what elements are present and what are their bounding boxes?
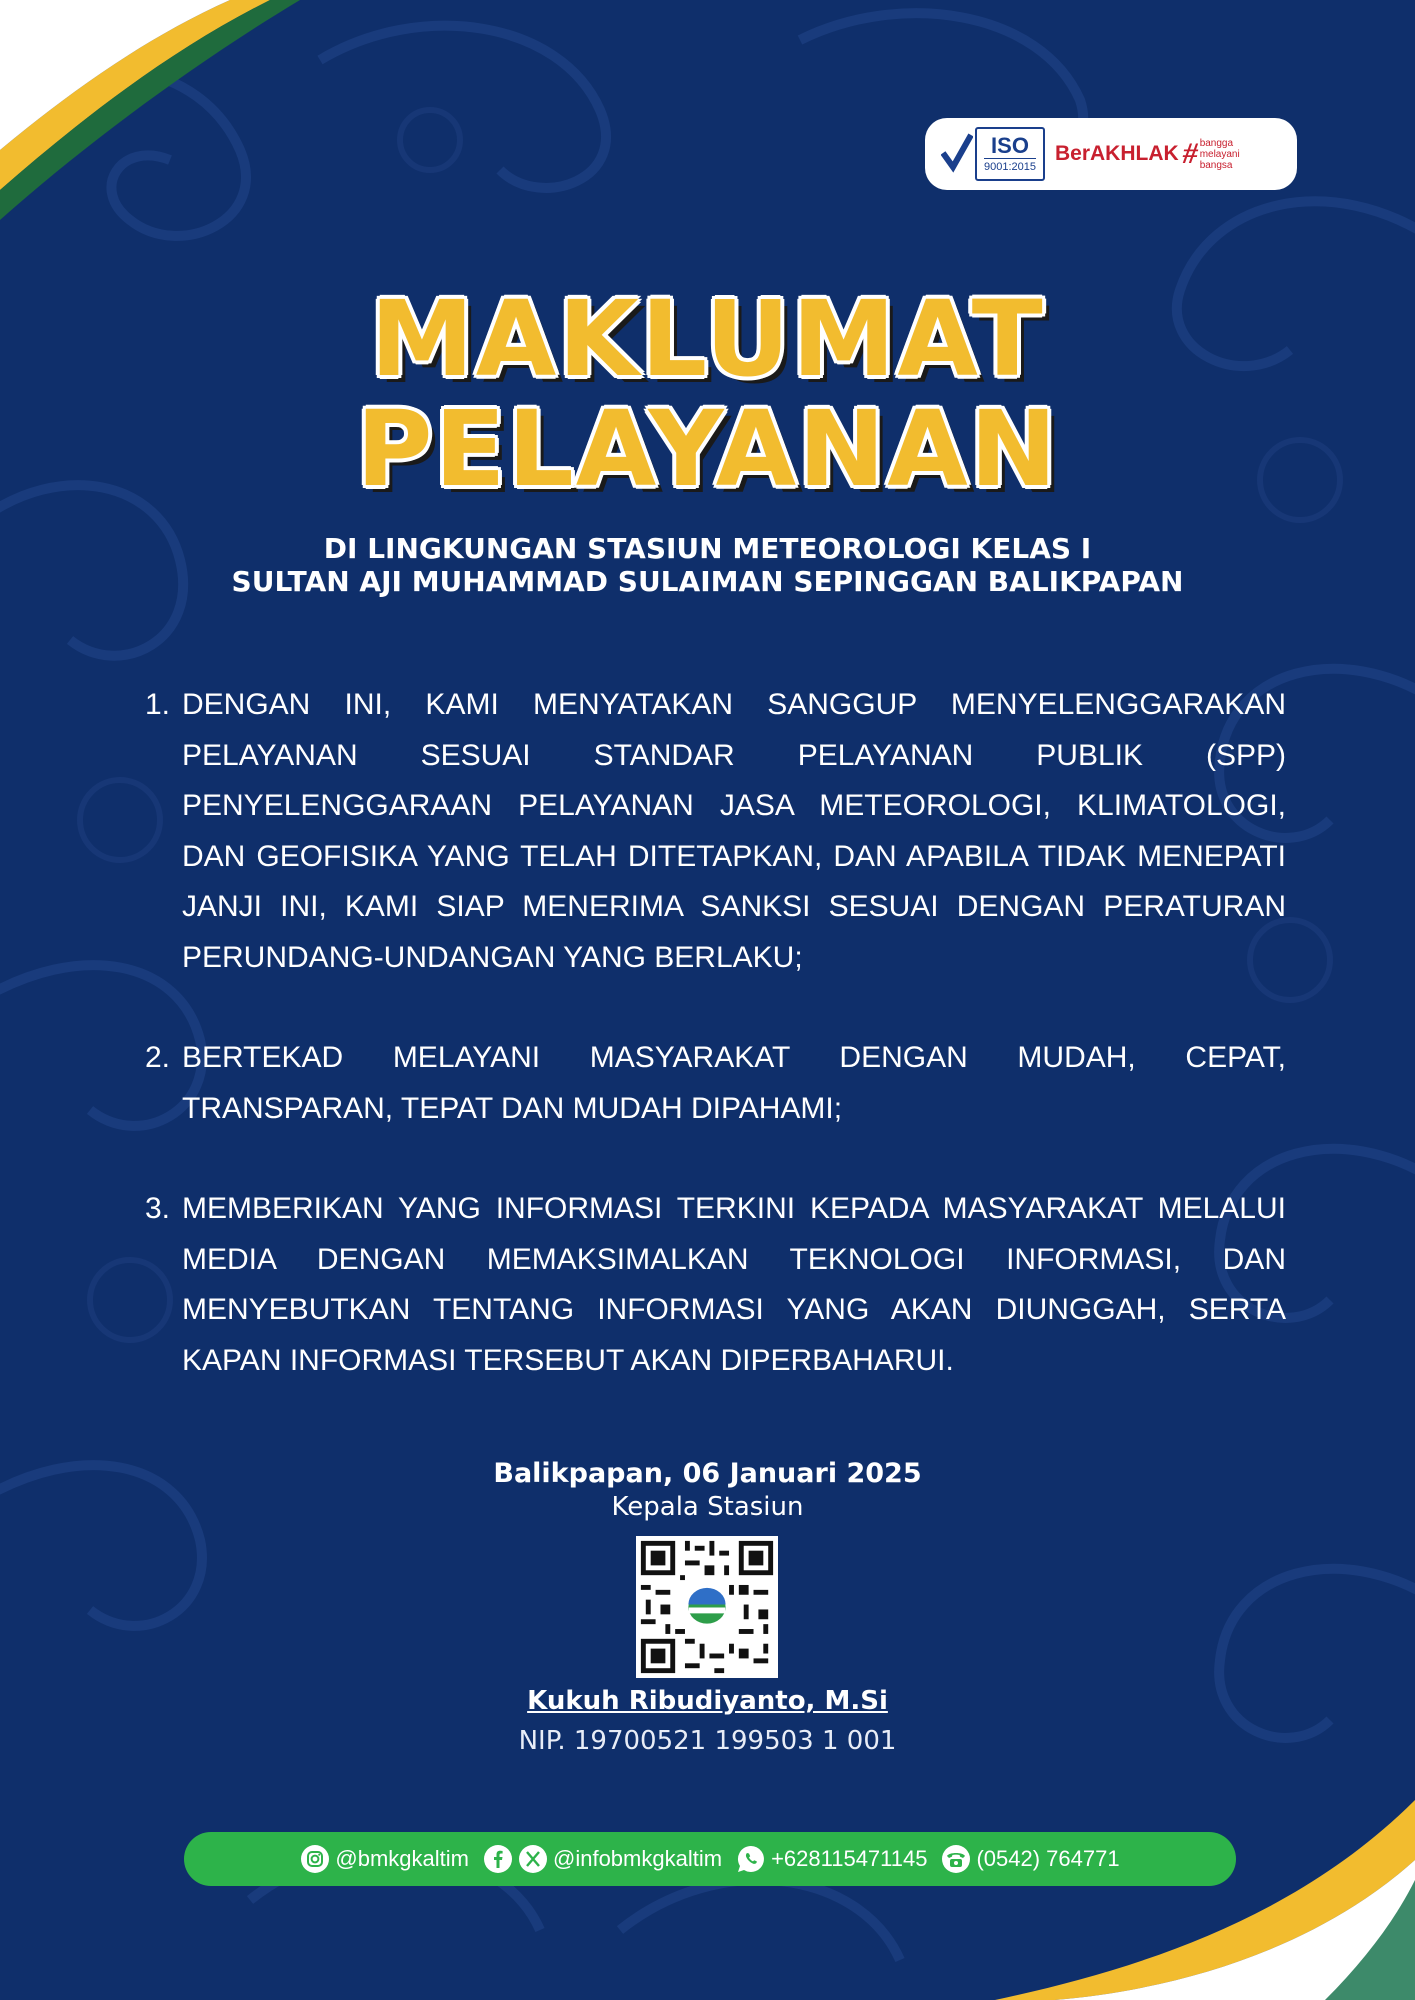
facebook-icon	[483, 1844, 513, 1874]
tagline	[1200, 138, 1240, 171]
facebook-x-handle: @infobmkgkaltim	[553, 1846, 723, 1871]
telephone-icon	[941, 1844, 971, 1874]
whatsapp-icon	[736, 1844, 766, 1874]
whatsapp-contact[interactable]	[736, 1844, 927, 1874]
item-text: DENGAN INI, KAMI MENYATAKAN SANGGUP MENYELENGGARAKAN PELAYANAN SESUAI STANDAR PELAYANAN PUBLIK (SPP) PENYELENGGARAAN PELAYANAN JASA METEOROLOGI, KLIMATOLOGI, DAN GEOFISIKA YANG TELAH DITETAPKAN, DAN APABILA TIDAK MENEPATI JANJI INI, KAMI SIAP MENERIMA SANKSI SESUAI DENGAN PERATURAN PERUNDANG-UNDANGAN YANG BERLAKU;	[182, 688, 1286, 974]
contact-footer	[184, 1832, 1236, 1886]
list-item	[130, 680, 1286, 983]
item-number: 2.	[144, 1041, 170, 1074]
hash-icon: #	[1182, 137, 1198, 170]
certification-badge	[925, 118, 1297, 190]
instagram-contact[interactable]	[300, 1844, 469, 1874]
signatory-nip: NIP. 19700521 199503 1 001	[518, 1726, 897, 1756]
iso-text-box	[975, 127, 1045, 181]
signatory-name: Kukuh Ribudiyanto, M.Si	[527, 1686, 888, 1716]
instagram-handle: @bmkgkaltim	[335, 1846, 469, 1871]
page-title-line-1: MAKLUMAT	[370, 278, 1045, 400]
facebook-x-contact[interactable]	[483, 1844, 722, 1874]
instagram-icon	[300, 1844, 330, 1874]
iso-standard: 9001:2015	[984, 158, 1036, 175]
phone-number: (0542) 764771	[976, 1846, 1120, 1871]
berakhlak-logo: BerAKHLAK	[1055, 142, 1179, 165]
item-number: 3.	[144, 1192, 170, 1225]
page-title-line-2: PELAYANAN	[356, 388, 1059, 510]
item-number: 1.	[144, 688, 170, 721]
signature-place-date: Balikpapan, 06 Januari 2025	[493, 1458, 922, 1489]
iso-logo	[941, 128, 1045, 180]
x-icon	[518, 1844, 548, 1874]
corner-stripe-top-left	[0, 0, 300, 220]
list-item	[130, 1184, 1286, 1386]
iso-label: ISO	[991, 132, 1029, 158]
corner-stripe-bottom-right	[995, 1800, 1415, 2000]
signature-role: Kepala Stasiun	[611, 1492, 804, 1522]
tagline-line: melayani	[1199, 148, 1240, 160]
commitment-list	[130, 680, 1286, 1436]
tagline-line: bangsa	[1199, 159, 1233, 171]
whatsapp-number: +628115471145	[771, 1846, 928, 1871]
subtitle-line-2: SULTAN AJI MUHAMMAD SULAIMAN SEPINGGAN BALIKPAPAN	[231, 565, 1184, 598]
checkmark-icon	[941, 131, 973, 177]
item-text: MEMBERIKAN YANG INFORMASI TERKINI KEPADA MASYARAKAT MELALUI MEDIA DENGAN MEMAKSIMALKAN TEKNOLOGI INFORMASI, DAN MENYEBUTKAN TENTANG INFORMASI YANG AKAN DIUNGGAH, SERTA KAPAN INFORMASI TERSEBUT AKAN DIPERBAHARUI.	[182, 1192, 1286, 1377]
item-text: BERTEKAD MELAYANI MASYARAKAT DENGAN MUDAH, CEPAT, TRANSPARAN, TEPAT DAN MUDAH DIPAHAMI;	[182, 1041, 1286, 1125]
subtitle-line-1: DI LINGKUNGAN STASIUN METEOROLOGI KELAS I	[323, 532, 1092, 565]
tagline-line: bangga	[1199, 137, 1234, 149]
phone-contact[interactable]	[941, 1844, 1119, 1874]
list-item	[130, 1033, 1286, 1134]
qr-code	[636, 1536, 778, 1678]
